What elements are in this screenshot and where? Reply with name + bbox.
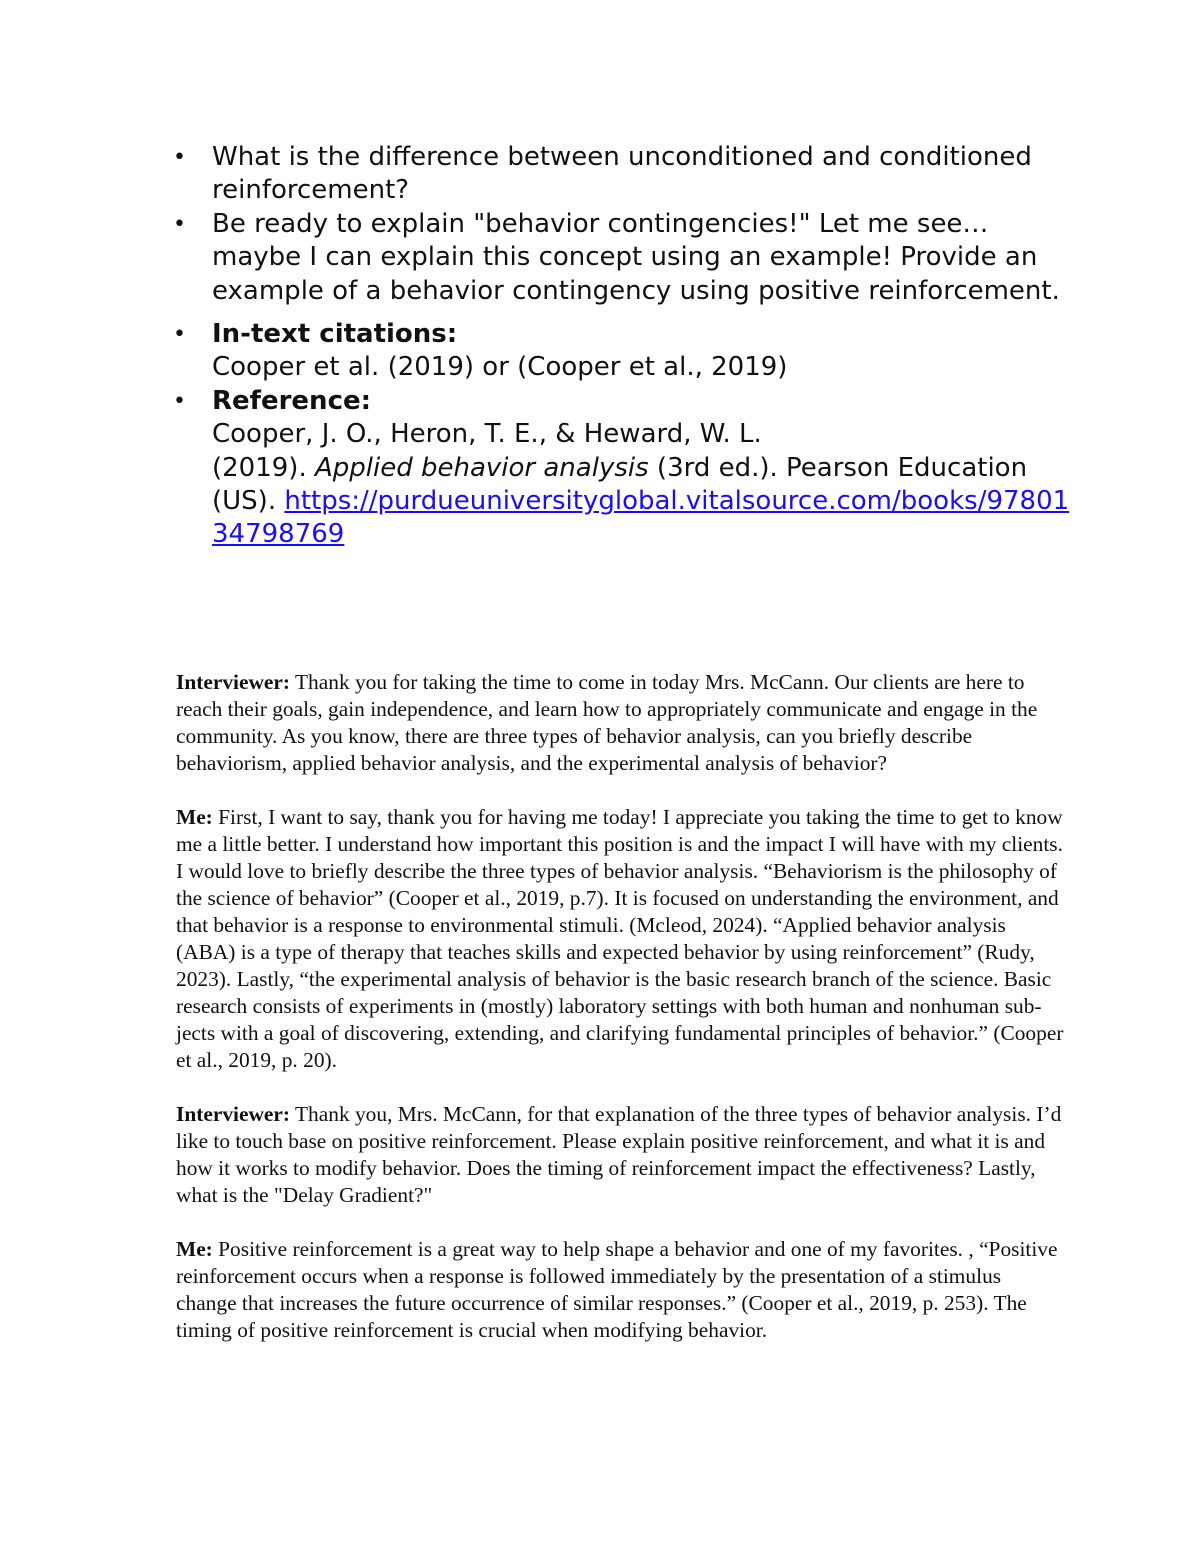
reference-title: Applied behavior analysis (314, 452, 649, 483)
speaker-label: Interviewer: (176, 1102, 291, 1126)
reference-year: (2019). (212, 452, 315, 483)
dialogue-text: Thank you, Mrs. McCann, for that explanation of the three types of behavior analysis. I’d like to touch base on positive reinforcement. Please explain positive reinforcement, and what it is and how it works to modify behavior. Does the timing of reinforcement impact the effectiveness? Lastly, what is the "Delay Gradient?" (176, 1102, 1062, 1207)
bullet-icon: • (173, 211, 186, 237)
bullet-item (172, 318, 1072, 385)
dialogue-paragraph (176, 804, 1066, 1074)
bullet-list (172, 141, 1072, 552)
reference-authors: Cooper, J. O., Heron, T. E., & Heward, W. L. (212, 419, 762, 450)
bullet-heading: In-text citations: (212, 319, 458, 350)
reference-link[interactable]: https://purdueuniversityglobal.vitalsource.com/books/9780134798769 (212, 486, 1070, 550)
bullet-icon: • (173, 388, 186, 414)
dialogue-text: Thank you for taking the time to come in today Mrs. McCann. Our clients are here to reach their goals, gain independence, and learn how to appropriately communicate and engage in the community. As you know, there are three types of behavior analysis, can you briefly describe behaviorism, applied behavior analysis, and the experimental analysis of behavior? (176, 670, 1038, 775)
speaker-label: Me: (176, 805, 213, 829)
bullet-text: Cooper et al. (2019) or (Cooper et al., 2019) (212, 352, 788, 383)
dialogue-text: Positive reinforcement is a great way to help shape a behavior and one of my favorites. , “Positive reinforcement occurs when a response is followed immediately by the presentation of a stimulus change that increases the future occurrence of similar responses.” (Cooper et al., 2019, p. 253). The timing of positive reinforcement is crucial when modifying behavior. (176, 1237, 1058, 1342)
bullet-text: Be ready to explain "behavior contingencies!" Let me see… maybe I can explain this concept using an example! Provide an example of a behavior contingency using positive reinforcement. (212, 208, 1060, 306)
interview-body (176, 669, 1066, 1371)
bullet-text: What is the difference between unconditioned and conditioned reinforcement? (212, 142, 1032, 206)
bullet-item (172, 385, 1072, 552)
bullet-icon: • (173, 145, 186, 170)
dialogue-paragraph (176, 669, 1066, 777)
bullet-item (172, 208, 1072, 308)
reference-rest: (3rd ed.). Pearson Education (US). (212, 452, 1028, 517)
bullet-item (172, 141, 1072, 208)
dialogue-paragraph (176, 1236, 1066, 1344)
speaker-label: Me: (176, 1237, 213, 1261)
bullet-heading: Reference: (212, 385, 372, 416)
speaker-label: Interviewer: (176, 670, 291, 694)
dialogue-text: First, I want to say, thank you for having me today! I appreciate you taking the time to get to know me a little better. I understand how important this position is and the impact I will have with my clients. I would love to briefly describe the three types of behavior analysis. “Behaviorism is the philosophy of the science of behavior” (Cooper et al., 2019, p.7). It is focused on understanding the environment, and that behavior is a response to environmental stimuli. (Mcleod, 2024). “Applied behavior analysis (ABA) is a type of therapy that teaches skills and expected behavior by using reinforcement” (Rudy, 2023). Lastly, “the experimental analysis of behavior is the basic research branch of the science. Basic research consists of experiments in (mostly) laboratory settings with both human and nonhuman sub-jects with a goal of discovering, extending, and clarifying fundamental principles of behavior.” (Cooper et al., 2019, p. 20). (176, 805, 1064, 1072)
dialogue-paragraph (176, 1101, 1066, 1209)
bullet-icon: • (173, 322, 186, 348)
